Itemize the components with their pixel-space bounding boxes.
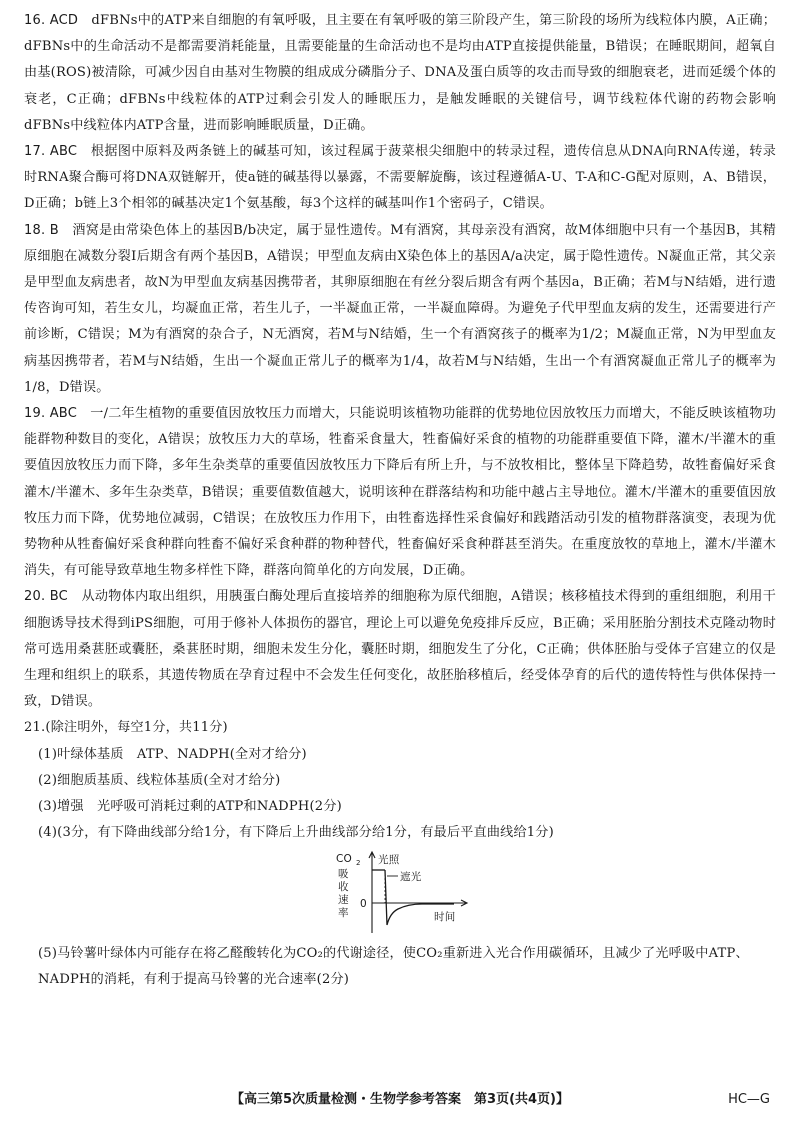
answer-choice: ACD	[49, 13, 79, 28]
y-axis-label-co2: CO	[336, 852, 352, 865]
answer-choice: ABC	[49, 406, 77, 422]
explanation-text: 酒窝是由常染色体上的基因B/b决定，属于显性遗传。M有酒窝，其母亲没有酒窝，故M体细胞中只有一个基因B，其精原细胞在减数分裂Ⅰ后期含有两个基因B，A错误；甲型血友病由X染色体上的基因A/a决定，属于隐性遗传。N凝血正常，其父亲是甲型血友病患者，故N为甲型血友病基因携带者，其卵原细胞在有丝分裂后期含有两个基因a，B正确；若M与N结婚，进行遗传咨询可知，若生女儿，均凝血正常，若生儿子，一半凝血正常，一半凝血障碍。为避免子代甲型血友病的发生，还需要进行产前诊断，C错误；M为有酒窝的杂合子，N无酒窝，若M与N结婚，生一个有酒窝孩子的概率为1/2；M凝血正常，N为甲型血友病基因携带者，若M与N结婚，生出一个凝血正常儿子的概率为1/4，故若M与N结婚，生出一个有酒窝凝血正常儿子的概率为1/8，D错误。	[24, 222, 776, 395]
origin-label: 0	[360, 897, 367, 910]
light-label: 光照	[378, 853, 400, 866]
answer-item-16	[24, 8, 776, 139]
footer-title: 【高三第5次质量检测・生物学参考答案 第3页(共4页)】	[230, 1092, 570, 1107]
answer-item-21-header: 21.(除注明外，每空1分，共11分)	[24, 720, 228, 736]
answer-21-part-3: (3)增强 光呼吸可消耗过剩的ATP和NADPH(2分)	[38, 799, 342, 815]
question-number: 17.	[24, 144, 46, 160]
co2-absorption-figure	[24, 849, 776, 935]
question-number: 16.	[24, 13, 46, 28]
answer-21-part-4: (4)(3分，有下降曲线部分给1分，有下降后上升曲线部分给1分，有最后平直曲线给1分)	[38, 825, 554, 841]
y-axis-label-char-3: 速	[338, 893, 349, 906]
footer-code: HC—G	[728, 1092, 770, 1107]
answer-21-part-5: (5)马铃薯叶绿体内可能存在将乙醛酸转化为CO₂的代谢途径，使CO₂重新进入光合作用碳循环，且减少了光呼吸中ATP、NADPH的消耗，有利于提高马铃薯的光合速率(2分)	[38, 945, 749, 987]
co2-absorption-diagram	[334, 849, 494, 935]
answer-choice: BC	[49, 589, 68, 605]
answer-21-part-1: (1)叶绿体基质 ATP、NADPH(全对才给分)	[38, 746, 307, 762]
y-axis-label-char-4: 率	[338, 906, 349, 919]
x-axis-label: 时间	[434, 910, 456, 923]
answer-choice: B	[49, 222, 59, 238]
explanation-text: 从动物体内取出组织，用胰蛋白酶处理后直接培养的细胞称为原代细胞，A错误；核移植技术得到的重组细胞，利用干细胞诱导技术得到iPS细胞，可用于修补人体损伤的器官，理论上可以避免免疫排斥反应，B正确；采用胚胎分割技术克隆动物时常可选用桑葚胚或囊胚，桑葚胚时期，细胞未发生分化，囊胚时期，细胞发生了分化，C正确；供体胚胎与受体子宫建立的仅是生理和组织上的联系，其遗传物质在孕育过程中不会发生任何变化，故胚胎移植后，经受体孕育的后代的遗传特性与供体保持一致，D错误。	[24, 589, 776, 710]
answer-item-19	[24, 401, 776, 584]
explanation-text: 根据图中原料及两条链上的碱基可知，该过程属于菠菜根尖细胞中的转录过程，遗传信息从DNA向RNA传递，转录时RNA聚合酶可将DNA双链解开，使a链的碱基得以暴露，不需要解旋酶，该过程遵循A-U、T-A和C-G配对原则，A、B错误，D正确；b链上3个相邻的碱基决定1个氨基酸，每3个这样的碱基叫作1个密码子，C错误。	[24, 144, 776, 212]
explanation-text: 一/二年生植物的重要值因放牧压力而增大，只能说明该植物功能群的优势地位因放牧压力而增大，不能反映该植物功能群物种数目的变化，A错误；放牧压力大的草场，牲畜采食量大，牲畜偏好采食的植物的功能群重要值下降，灌木/半灌木的重要值因放牧压力而下降，多年生杂类草的重要值因放牧压力下降后有所上升，与不放牧相比，整体呈下降趋势，故牲畜偏好采食灌木/半灌木、多年生杂类草，B错误；重要值数值越大，说明该种在群落结构和功能中越占主导地位。灌木/半灌木的重要值因放牧压力而下降，优势地位减弱，C错误；在放牧压力作用下，由牲畜选择性采食偏好和践踏活动引发的植物群落演变，表现为优势物种从牲畜偏好采食种群向牲畜不偏好采食种群的物种替代，牲畜偏好采食种群甚至消失。在重度放牧的草地上，灌木/半灌木消失，有可能导致草地生物多样性下降，群落向简单化的方向发展，D正确。	[24, 406, 776, 579]
question-number: 18.	[24, 222, 46, 238]
answer-item-18	[24, 218, 776, 401]
answer-content	[24, 8, 776, 993]
dark-label: 遮光	[400, 870, 422, 883]
y-axis-label-char-2: 收	[338, 880, 349, 893]
y-axis-label-char-1: 吸	[338, 867, 349, 880]
answer-item-20	[24, 584, 776, 715]
page-footer	[0, 1087, 800, 1113]
answer-choice: ABC	[49, 144, 78, 160]
answer-21-part-2: (2)细胞质基质、线粒体基质(全对才给分)	[38, 772, 281, 788]
question-number: 19.	[24, 406, 46, 422]
explanation-text: dFBNs中的ATP来自细胞的有氧呼吸，且主要在有氧呼吸的第三阶段产生，第三阶段的场所为线粒体内膜，A正确；dFBNs中的生命活动不是都需要消耗能量，且需要能量的生命活动也不是均由ATP直接提供能量，B错误；在睡眠期间，超氧自由基(ROS)被清除，可减少因自由基对生物膜的组成成分磷脂分子、DNA及蛋白质等的攻击而导致的细胞衰老，进而延缓个体的衰老，C正确；dFBNs中线粒体的ATP过剩会引发人的睡眠压力，是触发睡眠的关键信号，调节线粒体代谢的药物会影响dFBNs中线粒体内ATP含量，进而影响睡眠质量，D正确。	[24, 13, 776, 133]
answer-item-17	[24, 139, 776, 218]
y-axis-label-subscript: 2	[356, 858, 361, 867]
question-number: 20.	[24, 589, 46, 605]
